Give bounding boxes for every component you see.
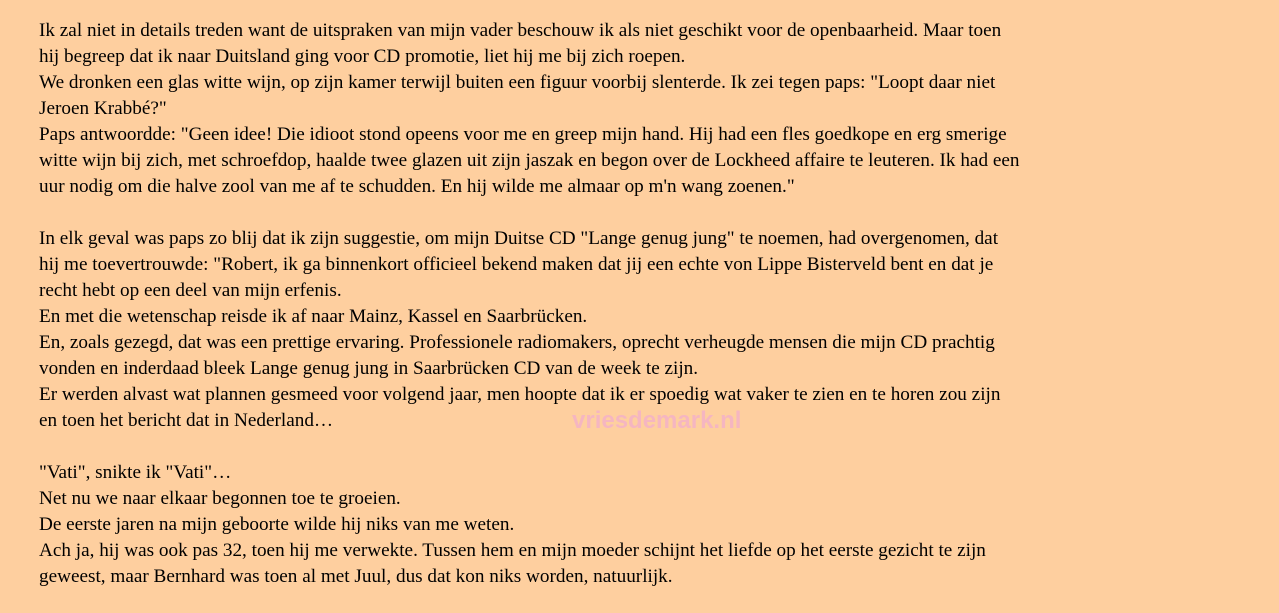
text-line: En met die wetenschap reisde ik af naar Mainz, Kassel en Saarbrücken. <box>39 306 588 327</box>
paragraph-break <box>39 434 1219 460</box>
text-line: vonden en inderdaad bleek Lange genug jung in Saarbrücken CD van de week te zijn. <box>39 358 699 379</box>
text-line: en toen het bericht dat in Nederland… <box>39 410 334 431</box>
text-line: "Vati", snikte ik "Vati"… <box>39 462 232 483</box>
text-line: Er werden alvast wat plannen gesmeed voor volgend jaar, men hoopte dat ik er spoedig wat vaker te zien en te horen zou zijn <box>39 384 1001 405</box>
text-line: hij me toevertrouwde: "Robert, ik ga binnenkort officieel bekend maken dat jij een echte von Lippe Bisterveld bent en dat je <box>39 254 994 275</box>
text-line: uur nodig om die halve zool van me af te schudden. En hij wilde me almaar op m'n wang zoenen." <box>39 176 795 197</box>
text-line: In elk geval was paps zo blij dat ik zijn suggestie, om mijn Duitse CD "Lange genug jung" te noemen, had overgenomen, dat <box>39 228 999 249</box>
text-line: Net nu we naar elkaar begonnen toe te groeien. <box>39 488 401 509</box>
text-line: We dronken een glas witte wijn, op zijn kamer terwijl buiten een figuur voorbij slenterde. Ik zei tegen paps: "Loopt daar niet <box>39 72 996 93</box>
text-line: Ach ja, hij was ook pas 32, toen hij me verwekte. Tussen hem en mijn moeder schijnt het liefde op het eerste gezicht te zijn <box>39 540 986 561</box>
article-text <box>39 18 1219 590</box>
text-line: Ik zal niet in details treden want de uitspraken van mijn vader beschouw ik als niet geschikt voor de openbaarheid. Maar toen <box>39 20 1002 41</box>
watermark: vriesdemark.nl <box>572 407 742 434</box>
text-line: Jeroen Krabbé?" <box>39 98 167 119</box>
text-line: recht hebt op een deel van mijn erfenis. <box>39 280 342 301</box>
text-line: geweest, maar Bernhard was toen al met Juul, dus dat kon niks worden, natuurlijk. <box>39 566 673 587</box>
paragraph-break <box>39 200 1219 226</box>
text-line: hij begreep dat ik naar Duitsland ging voor CD promotie, liet hij me bij zich roepen. <box>39 46 686 67</box>
text-line: witte wijn bij zich, met schroefdop, haalde twee glazen uit zijn jaszak en begon over de Lockheed affaire te leuteren. Ik had een <box>39 150 1020 171</box>
text-line: Paps antwoordde: "Geen idee! Die idioot stond opeens voor me en greep mijn hand. Hij had een fles goedkope en erg smerige <box>39 124 1007 145</box>
text-line: En, zoals gezegd, dat was een prettige ervaring. Professionele radiomakers, oprecht verheugde mensen die mijn CD prachtig <box>39 332 995 353</box>
text-line: De eerste jaren na mijn geboorte wilde hij niks van me weten. <box>39 514 515 535</box>
